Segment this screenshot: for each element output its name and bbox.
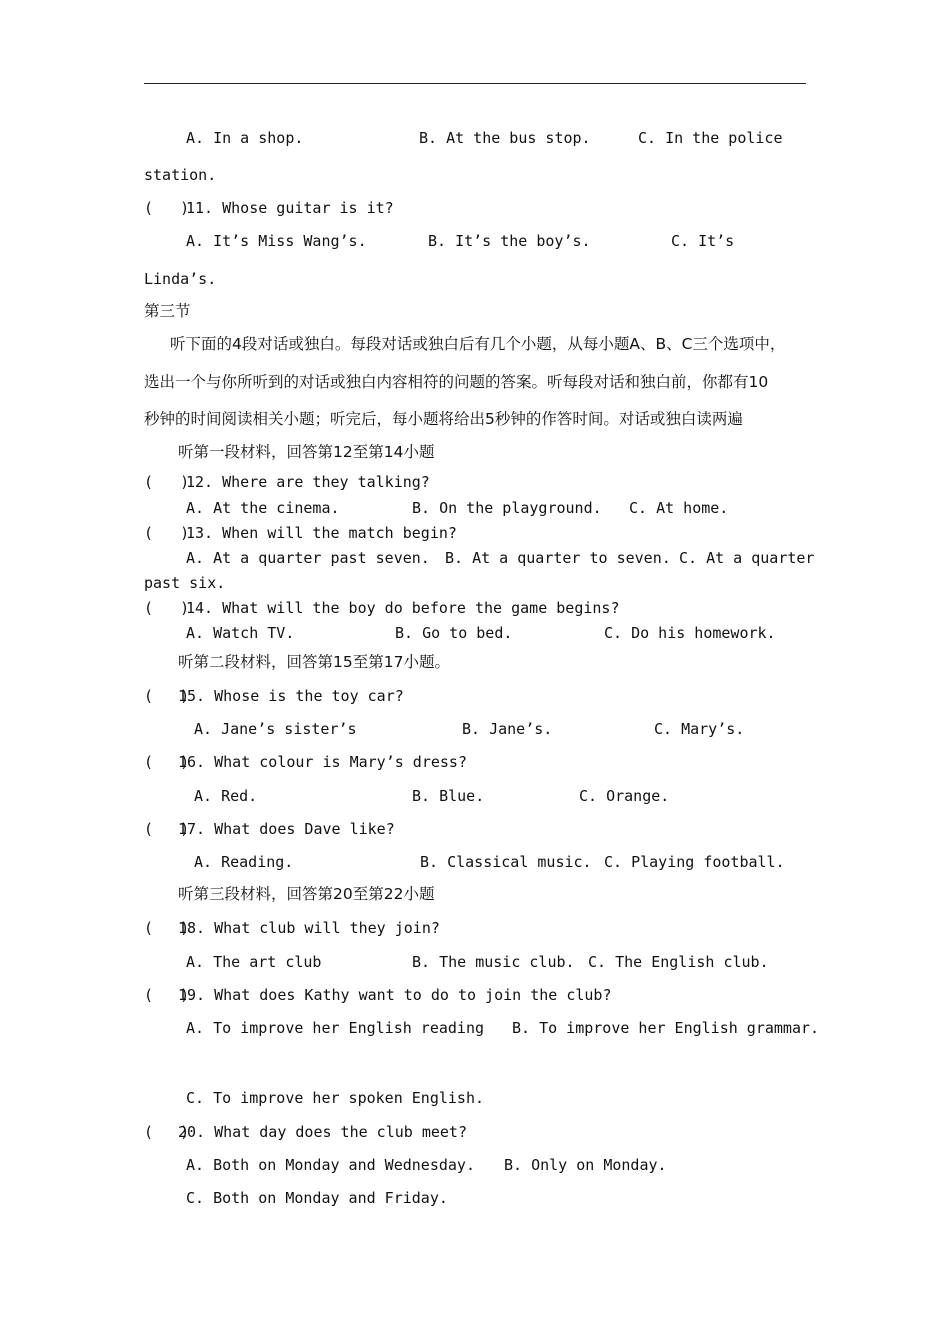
part2-heading: 听第二段材料，回答第15至第17小题。 [178, 653, 450, 671]
q19-question: 19. What does Kathy want to do to join the club? [178, 986, 612, 1004]
q17-answer-bracket: ( ) [144, 820, 190, 838]
q11-option-c: C. It’s [671, 232, 735, 250]
q19-option-b: B. To improve her English grammar. [512, 1019, 820, 1037]
q11-option-c-cont: Linda’s. [144, 270, 217, 288]
q10-option-a: A. In a shop. [186, 129, 304, 147]
q19-option-c: C. To improve her spoken English. [186, 1089, 485, 1107]
q12-option-b: B. On the playground. [412, 499, 602, 517]
q14-option-a: A. Watch TV. [186, 624, 295, 642]
q15-option-c: C. Mary’s. [654, 720, 745, 738]
q17-question: 17. What does Dave like? [178, 820, 395, 838]
q15-question: 15. Whose is the toy car? [178, 687, 404, 705]
instructions-line-3: 秒钟的时间阅读相关小题；听完后，每小题将给出5秒钟的作答时间。对话或独白读两遍 [144, 410, 743, 428]
part1-heading: 听第一段材料，回答第12至第14小题 [178, 443, 435, 461]
q20-answer-bracket: ( ) [144, 1123, 190, 1141]
q18-question: 18. What club will they join? [178, 919, 440, 937]
q14-option-c: C. Do his homework. [604, 624, 776, 642]
instructions-line-2: 选出一个与你所听到的对话或独白内容相符的问题的答案。听每段对话和独白前，你都有10 [144, 373, 769, 391]
q20-option-a: A. Both on Monday and Wednesday. [186, 1156, 475, 1174]
q13-answer-bracket: ( ) [144, 524, 190, 542]
q11-answer-bracket: ( ) [144, 199, 190, 217]
q10-option-b: B. At the bus stop. [419, 129, 591, 147]
section-heading: 第三节 [144, 302, 191, 320]
q10-option-c: C. In the police [638, 129, 783, 147]
q18-option-a: A. The art club [186, 953, 322, 971]
q20-question: 20. What day does the club meet? [178, 1123, 467, 1141]
part3-heading: 听第三段材料，回答第20至第22小题 [178, 885, 435, 903]
q16-option-c: C. Orange. [579, 787, 670, 805]
q16-option-b: B. Blue. [412, 787, 485, 805]
q17-option-c: C. Playing football. [604, 853, 785, 871]
q12-option-c: C. At home. [629, 499, 729, 517]
q11-option-a: A. It’s Miss Wang’s. [186, 232, 367, 250]
q18-answer-bracket: ( ) [144, 919, 190, 937]
q11-option-b: B. It’s the boy’s. [428, 232, 591, 250]
q15-answer-bracket: ( ) [144, 687, 190, 705]
q11-question: 11. Whose guitar is it? [186, 199, 394, 217]
q16-question: 16. What colour is Mary’s dress? [178, 753, 467, 771]
q18-option-c: C. The English club. [588, 953, 769, 971]
q16-answer-bracket: ( ) [144, 753, 190, 771]
q13-option-c-cont: past six. [144, 574, 226, 592]
q14-question: 14. What will the boy do before the game begins? [186, 599, 620, 617]
q15-option-b: B. Jane’s. [462, 720, 553, 738]
q13-option-a: A. At a quarter past seven. [186, 549, 430, 567]
q17-option-b: B. Classical music. [420, 853, 592, 871]
q10-option-c-cont: station. [144, 166, 217, 184]
q17-option-a: A. Reading. [194, 853, 294, 871]
q18-option-b: B. The music club. [412, 953, 575, 971]
q12-option-a: A. At the cinema. [186, 499, 340, 517]
q19-option-a: A. To improve her English reading [186, 1019, 485, 1037]
q13-question: 13. When will the match begin? [186, 524, 457, 542]
q13-option-b: B. At a quarter to seven. [445, 549, 671, 567]
q20-option-b: B. Only on Monday. [504, 1156, 667, 1174]
header-rule [144, 83, 806, 84]
q14-answer-bracket: ( ) [144, 599, 190, 617]
q19-answer-bracket: ( ) [144, 986, 190, 1004]
q12-answer-bracket: ( ) [144, 473, 190, 491]
instructions-line-1: 听下面的4段对话或独白。每段对话或独白后有几个小题，从每小题A、B、C三个选项中， [170, 335, 786, 353]
q15-option-a: A. Jane’s sister’s [194, 720, 357, 738]
q20-option-c: C. Both on Monday and Friday. [186, 1189, 448, 1207]
q12-question: 12. Where are they talking? [186, 473, 430, 491]
q13-option-c: C. At a quarter [679, 549, 815, 567]
q14-option-b: B. Go to bed. [395, 624, 513, 642]
q16-option-a: A. Red. [194, 787, 258, 805]
